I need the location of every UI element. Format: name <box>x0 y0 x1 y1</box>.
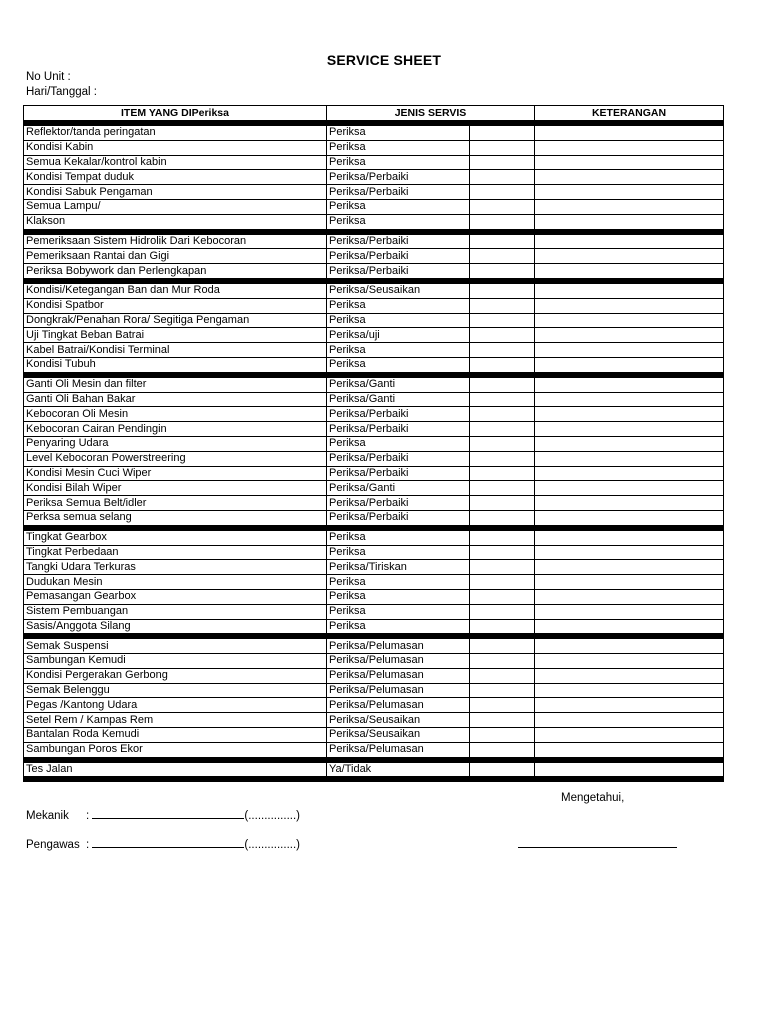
table-row <box>24 728 724 743</box>
check-cell[interactable] <box>470 639 535 654</box>
jenis-servis-cell: Periksa/Perbaiki <box>327 451 470 466</box>
check-cell[interactable] <box>470 140 535 155</box>
mekanik-label: Mekanik <box>26 810 69 822</box>
mekanik-signature-line <box>26 806 300 822</box>
check-cell[interactable] <box>470 762 535 777</box>
item-cell: Tingkat Gearbox <box>24 530 327 545</box>
item-cell: Semak Suspensi <box>24 639 327 654</box>
item-cell: Kondisi Tempat duduk <box>24 170 327 185</box>
check-cell[interactable] <box>470 313 535 328</box>
jenis-servis-cell: Periksa <box>327 126 470 141</box>
table-row <box>24 496 724 511</box>
item-cell: Kabel Batrai/Kondisi Terminal <box>24 343 327 358</box>
keterangan-cell[interactable] <box>535 683 724 698</box>
item-cell: Kondisi Tubuh <box>24 357 327 372</box>
item-cell: Reflektor/tanda peringatan <box>24 126 327 141</box>
jenis-servis-cell: Periksa/Seusaikan <box>327 728 470 743</box>
jenis-servis-cell: Periksa/Perbaiki <box>327 249 470 264</box>
item-cell: Kondisi Mesin Cuci Wiper <box>24 466 327 481</box>
table-row <box>24 234 724 249</box>
table-row <box>24 313 724 328</box>
table-row <box>24 328 724 343</box>
table-row <box>24 713 724 728</box>
pengawas-name-blank[interactable] <box>92 835 244 848</box>
check-cell[interactable] <box>470 199 535 214</box>
table-row <box>24 510 724 525</box>
keterangan-cell[interactable] <box>535 357 724 372</box>
jenis-servis-cell: Periksa <box>327 619 470 634</box>
keterangan-cell[interactable] <box>535 742 724 757</box>
check-cell[interactable] <box>470 422 535 437</box>
separator-bar <box>24 777 724 782</box>
check-cell[interactable] <box>470 619 535 634</box>
keterangan-cell[interactable] <box>535 530 724 545</box>
check-cell[interactable] <box>470 185 535 200</box>
table-row <box>24 762 724 777</box>
check-cell[interactable] <box>470 170 535 185</box>
mengetahui-signature-line <box>518 835 677 851</box>
jenis-servis-cell: Periksa/Pelumasan <box>327 654 470 669</box>
jenis-servis-cell: Periksa <box>327 214 470 229</box>
keterangan-cell[interactable] <box>535 155 724 170</box>
check-cell[interactable] <box>470 496 535 511</box>
keterangan-cell[interactable] <box>535 126 724 141</box>
keterangan-cell[interactable] <box>535 510 724 525</box>
jenis-servis-cell: Periksa <box>327 589 470 604</box>
keterangan-cell[interactable] <box>535 762 724 777</box>
check-cell[interactable] <box>470 604 535 619</box>
column-header-keterangan: KETERANGAN <box>535 106 724 121</box>
jenis-servis-cell: Periksa/Perbaiki <box>327 510 470 525</box>
keterangan-cell[interactable] <box>535 654 724 669</box>
check-cell[interactable] <box>470 249 535 264</box>
check-cell[interactable] <box>470 451 535 466</box>
jenis-servis-cell: Periksa <box>327 357 470 372</box>
item-cell: Semak Belenggu <box>24 683 327 698</box>
column-header-item: ITEM YANG DIPeriksa <box>24 106 327 121</box>
table-header-row <box>24 106 724 121</box>
keterangan-cell[interactable] <box>535 451 724 466</box>
item-cell: Tes Jalan <box>24 762 327 777</box>
table-row <box>24 654 724 669</box>
keterangan-cell[interactable] <box>535 140 724 155</box>
keterangan-cell[interactable] <box>535 436 724 451</box>
table-row <box>24 619 724 634</box>
table-row <box>24 214 724 229</box>
pengawas-dots: (...............) <box>244 839 300 851</box>
keterangan-cell[interactable] <box>535 313 724 328</box>
keterangan-cell[interactable] <box>535 392 724 407</box>
jenis-servis-cell: Periksa/Pelumasan <box>327 683 470 698</box>
item-cell: Pemeriksaan Sistem Hidrolik Dari Kebocoran <box>24 234 327 249</box>
item-cell: Dongkrak/Penahan Rora/ Segitiga Pengaman <box>24 313 327 328</box>
check-cell[interactable] <box>470 214 535 229</box>
table-row <box>24 575 724 590</box>
check-cell[interactable] <box>470 155 535 170</box>
jenis-servis-cell: Periksa/Tiriskan <box>327 560 470 575</box>
item-cell: Sistem Pembuangan <box>24 604 327 619</box>
mekanik-dots: (...............) <box>244 810 300 822</box>
keterangan-cell[interactable] <box>535 604 724 619</box>
check-cell[interactable] <box>470 283 535 298</box>
keterangan-cell[interactable] <box>535 377 724 392</box>
check-cell[interactable] <box>470 343 535 358</box>
table-row <box>24 283 724 298</box>
jenis-servis-cell: Periksa/Pelumasan <box>327 742 470 757</box>
pengawas-signature-line <box>26 835 300 851</box>
jenis-servis-cell: Periksa <box>327 545 470 560</box>
jenis-servis-cell: Periksa/Perbaiki <box>327 407 470 422</box>
keterangan-cell[interactable] <box>535 283 724 298</box>
item-cell: Semua Lampu/ <box>24 199 327 214</box>
table-row <box>24 466 724 481</box>
check-cell[interactable] <box>470 234 535 249</box>
keterangan-cell[interactable] <box>535 619 724 634</box>
keterangan-cell[interactable] <box>535 422 724 437</box>
check-cell[interactable] <box>470 575 535 590</box>
jenis-servis-cell: Periksa/Ganti <box>327 481 470 496</box>
mengetahui-name-blank[interactable] <box>518 835 677 848</box>
check-cell[interactable] <box>470 392 535 407</box>
check-cell[interactable] <box>470 407 535 422</box>
no-unit-label: No Unit : <box>26 71 71 83</box>
table-row <box>24 377 724 392</box>
item-cell: Level Kebocoran Powerstreering <box>24 451 327 466</box>
table-row <box>24 422 724 437</box>
hari-tanggal-label: Hari/Tanggal : <box>26 86 97 98</box>
keterangan-cell[interactable] <box>535 589 724 604</box>
table-row <box>24 357 724 372</box>
jenis-servis-cell: Periksa <box>327 575 470 590</box>
keterangan-cell[interactable] <box>535 560 724 575</box>
item-cell: Kondisi Pergerakan Gerbong <box>24 668 327 683</box>
check-cell[interactable] <box>470 654 535 669</box>
check-cell[interactable] <box>470 298 535 313</box>
check-cell[interactable] <box>470 728 535 743</box>
table-row <box>24 140 724 155</box>
keterangan-cell[interactable] <box>535 343 724 358</box>
keterangan-cell[interactable] <box>535 298 724 313</box>
check-cell[interactable] <box>470 481 535 496</box>
jenis-servis-cell: Periksa <box>327 343 470 358</box>
item-cell: Kondisi Sabuk Pengaman <box>24 185 327 200</box>
jenis-servis-cell: Periksa <box>327 313 470 328</box>
item-cell: Klakson <box>24 214 327 229</box>
mekanik-colon: : <box>86 810 90 822</box>
item-cell: Kondisi Bilah Wiper <box>24 481 327 496</box>
jenis-servis-cell: Periksa/Perbaiki <box>327 496 470 511</box>
jenis-servis-cell: Periksa/Ganti <box>327 377 470 392</box>
jenis-servis-cell: Periksa <box>327 530 470 545</box>
table-row <box>24 560 724 575</box>
jenis-servis-cell: Periksa/Perbaiki <box>327 264 470 279</box>
keterangan-cell[interactable] <box>535 185 724 200</box>
table-row <box>24 742 724 757</box>
table-row <box>24 698 724 713</box>
keterangan-cell[interactable] <box>535 496 724 511</box>
table-row <box>24 683 724 698</box>
item-cell: Kebocoran Oli Mesin <box>24 407 327 422</box>
check-cell[interactable] <box>470 530 535 545</box>
check-cell[interactable] <box>470 466 535 481</box>
check-cell[interactable] <box>470 545 535 560</box>
pengawas-label: Pengawas <box>26 839 80 851</box>
mekanik-name-blank[interactable] <box>92 806 244 819</box>
table-row <box>24 589 724 604</box>
jenis-servis-cell: Periksa <box>327 155 470 170</box>
item-cell: Semua Kekalar/kontrol kabin <box>24 155 327 170</box>
jenis-servis-cell: Periksa/Ganti <box>327 392 470 407</box>
keterangan-cell[interactable] <box>535 328 724 343</box>
item-cell: Ganti Oli Bahan Bakar <box>24 392 327 407</box>
jenis-servis-cell: Periksa/Seusaikan <box>327 713 470 728</box>
keterangan-cell[interactable] <box>535 466 724 481</box>
keterangan-cell[interactable] <box>535 545 724 560</box>
keterangan-cell[interactable] <box>535 713 724 728</box>
keterangan-cell[interactable] <box>535 668 724 683</box>
jenis-servis-cell: Periksa <box>327 199 470 214</box>
check-cell[interactable] <box>470 377 535 392</box>
keterangan-cell[interactable] <box>535 234 724 249</box>
jenis-servis-cell: Periksa <box>327 140 470 155</box>
jenis-servis-cell: Periksa/Perbaiki <box>327 185 470 200</box>
keterangan-cell[interactable] <box>535 575 724 590</box>
table-row <box>24 639 724 654</box>
table-row <box>24 407 724 422</box>
item-cell: Kebocoran Cairan Pendingin <box>24 422 327 437</box>
check-cell[interactable] <box>470 713 535 728</box>
check-cell[interactable] <box>470 683 535 698</box>
keterangan-cell[interactable] <box>535 214 724 229</box>
table-row <box>24 481 724 496</box>
check-cell[interactable] <box>470 742 535 757</box>
table-body <box>24 121 724 782</box>
service-table <box>23 105 724 782</box>
item-cell: Setel Rem / Kampas Rem <box>24 713 327 728</box>
check-cell[interactable] <box>470 560 535 575</box>
jenis-servis-cell: Periksa/Perbaiki <box>327 170 470 185</box>
pengawas-colon: : <box>86 839 90 851</box>
keterangan-cell[interactable] <box>535 639 724 654</box>
jenis-servis-cell: Periksa <box>327 604 470 619</box>
item-cell: Dudukan Mesin <box>24 575 327 590</box>
keterangan-cell[interactable] <box>535 698 724 713</box>
jenis-servis-cell: Periksa/Pelumasan <box>327 668 470 683</box>
jenis-servis-cell: Periksa/Perbaiki <box>327 466 470 481</box>
table-row <box>24 264 724 279</box>
item-cell: Sasis/Anggota Silang <box>24 619 327 634</box>
check-cell[interactable] <box>470 510 535 525</box>
item-cell: Kondisi/Ketegangan Ban dan Mur Roda <box>24 283 327 298</box>
table-row <box>24 545 724 560</box>
item-cell: Tingkat Perbedaan <box>24 545 327 560</box>
check-cell[interactable] <box>470 328 535 343</box>
jenis-servis-cell: Periksa/Perbaiki <box>327 234 470 249</box>
check-cell[interactable] <box>470 668 535 683</box>
keterangan-cell[interactable] <box>535 199 724 214</box>
page-title: SERVICE SHEET <box>326 52 442 68</box>
check-cell[interactable] <box>470 436 535 451</box>
jenis-servis-cell: Periksa/Pelumasan <box>327 698 470 713</box>
item-cell: Kondisi Kabin <box>24 140 327 155</box>
item-cell: Uji Tingkat Beban Batrai <box>24 328 327 343</box>
keterangan-cell[interactable] <box>535 170 724 185</box>
item-cell: Bantalan Roda Kemudi <box>24 728 327 743</box>
item-cell: Sambungan Poros Ekor <box>24 742 327 757</box>
item-cell: Sambungan Kemudi <box>24 654 327 669</box>
item-cell: Pemeriksaan Rantai dan Gigi <box>24 249 327 264</box>
jenis-servis-cell: Ya/Tidak <box>327 762 470 777</box>
table-row <box>24 298 724 313</box>
jenis-servis-cell: Periksa/Seusaikan <box>327 283 470 298</box>
table-row <box>24 155 724 170</box>
keterangan-cell[interactable] <box>535 481 724 496</box>
table-row <box>24 199 724 214</box>
keterangan-cell[interactable] <box>535 264 724 279</box>
item-cell: Perksa semua selang <box>24 510 327 525</box>
table-row <box>24 436 724 451</box>
item-cell: Tangki Udara Terkuras <box>24 560 327 575</box>
jenis-servis-cell: Periksa/Pelumasan <box>327 639 470 654</box>
item-cell: Kondisi Spatbor <box>24 298 327 313</box>
table-row <box>24 343 724 358</box>
keterangan-cell[interactable] <box>535 249 724 264</box>
group-separator <box>24 777 724 782</box>
item-cell: Ganti Oli Mesin dan filter <box>24 377 327 392</box>
table-row <box>24 126 724 141</box>
item-cell: Pegas /Kantong Udara <box>24 698 327 713</box>
keterangan-cell[interactable] <box>535 407 724 422</box>
table-row <box>24 530 724 545</box>
table-row <box>24 668 724 683</box>
table-row <box>24 451 724 466</box>
table-row <box>24 392 724 407</box>
keterangan-cell[interactable] <box>535 728 724 743</box>
check-cell[interactable] <box>470 264 535 279</box>
table-row <box>24 185 724 200</box>
jenis-servis-cell: Periksa/uji <box>327 328 470 343</box>
check-cell[interactable] <box>470 126 535 141</box>
mengetahui-label: Mengetahui, <box>561 792 625 804</box>
item-cell: Penyaring Udara <box>24 436 327 451</box>
column-header-jenis: JENIS SERVIS <box>327 106 535 121</box>
item-cell: Periksa Bobywork dan Perlengkapan <box>24 264 327 279</box>
item-cell: Pemasangan Gearbox <box>24 589 327 604</box>
table-row <box>24 170 724 185</box>
table-row <box>24 604 724 619</box>
check-cell[interactable] <box>470 357 535 372</box>
jenis-servis-cell: Periksa <box>327 298 470 313</box>
jenis-servis-cell: Periksa/Perbaiki <box>327 422 470 437</box>
check-cell[interactable] <box>470 589 535 604</box>
item-cell: Periksa Semua Belt/idler <box>24 496 327 511</box>
table-row <box>24 249 724 264</box>
check-cell[interactable] <box>470 698 535 713</box>
jenis-servis-cell: Periksa <box>327 436 470 451</box>
